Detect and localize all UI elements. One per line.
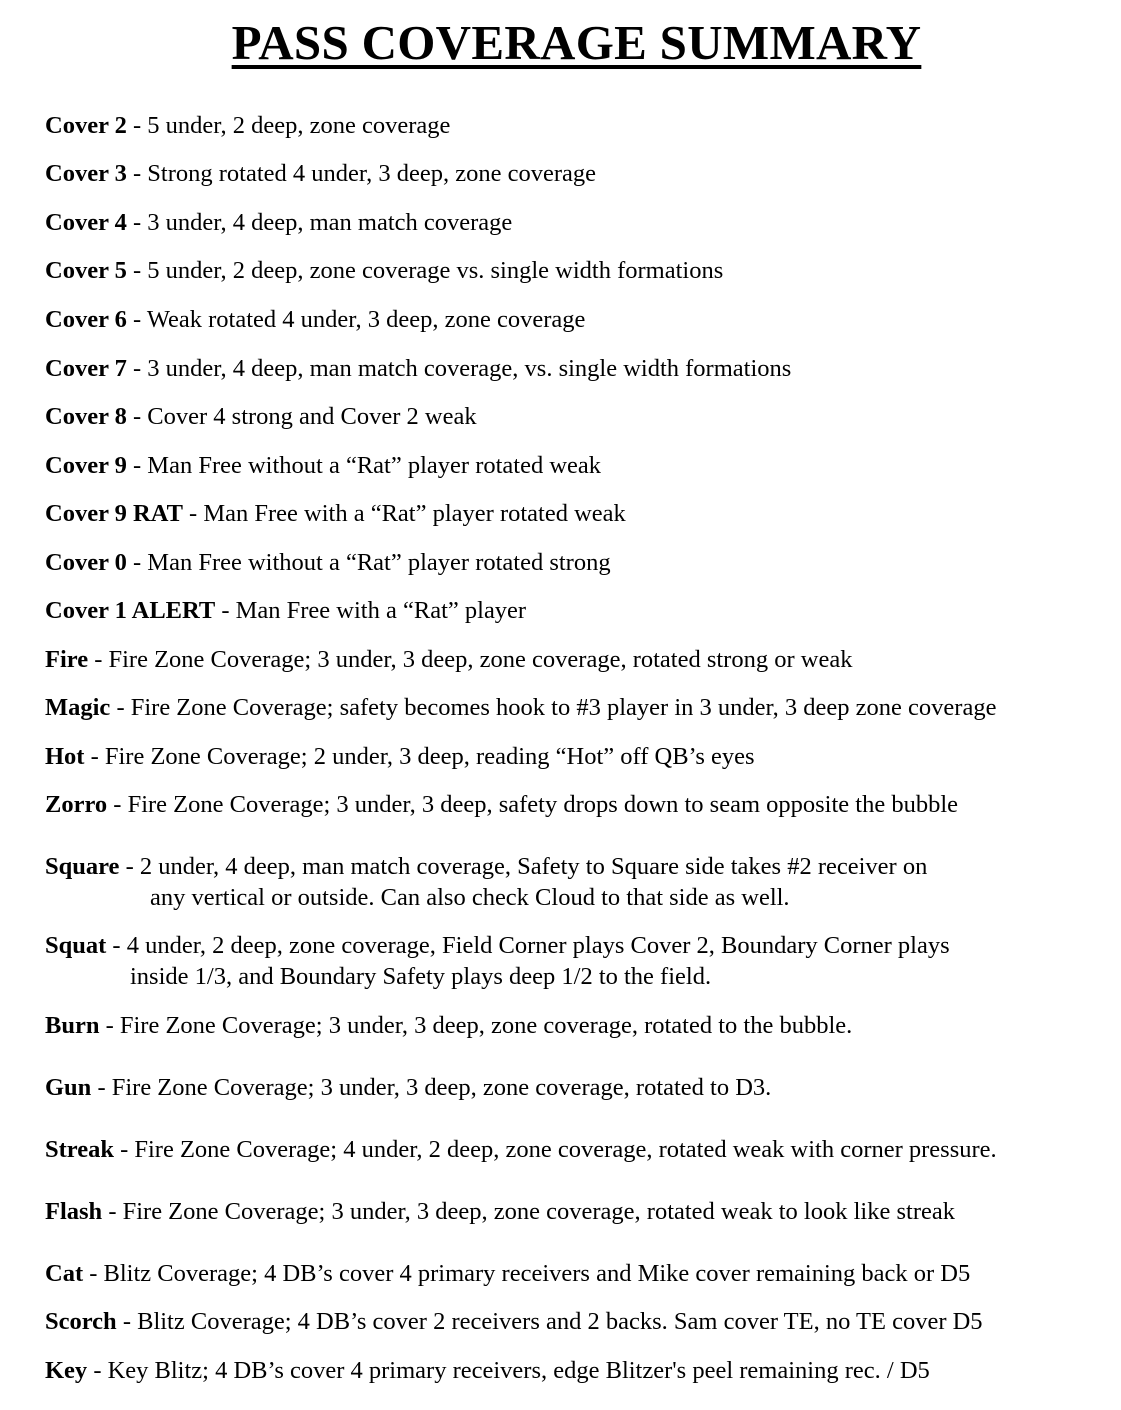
coverage-description: - Fire Zone Coverage; 3 under, 3 deep, zone coverage, rotated weak to look like streak <box>102 1198 955 1225</box>
coverage-term: Cover 9 <box>45 452 127 479</box>
coverage-description-continued: inside 1/3, and Boundary Safety plays deep 1/2 to the field. <box>130 963 712 990</box>
coverage-term: Cover 8 <box>45 403 127 430</box>
coverage-description: - 3 under, 4 deep, man match coverage <box>126 209 513 236</box>
coverage-description: - 5 under, 2 deep, zone coverage <box>126 112 451 139</box>
coverage-entry-square <box>45 851 927 913</box>
coverage-entry-cover-0 <box>45 547 611 578</box>
coverage-entry-key <box>45 1355 930 1386</box>
coverage-description: - Fire Zone Coverage; 3 under, 3 deep, zone coverage, rotated strong or weak <box>88 646 853 673</box>
coverage-entry-hot <box>45 741 755 772</box>
coverage-term: Scorch <box>45 1308 117 1335</box>
coverage-entry-gun <box>45 1072 771 1103</box>
coverage-entry-cover-1-alert <box>45 595 526 626</box>
coverage-description: - 5 under, 2 deep, zone coverage vs. single width formations <box>126 257 724 284</box>
coverage-term: Burn <box>45 1012 100 1039</box>
coverage-entry-cover-4 <box>45 207 512 238</box>
coverage-term: Square <box>45 853 120 880</box>
coverage-entry-cover-9-rat <box>45 498 626 529</box>
coverage-entry-cover-5 <box>45 255 723 286</box>
coverage-entry-flash <box>45 1196 955 1227</box>
coverage-entry-cat <box>45 1258 970 1289</box>
coverage-entry-cover-9 <box>45 450 601 481</box>
coverage-term: Flash <box>45 1198 103 1225</box>
coverage-entry-squat <box>45 930 950 992</box>
coverage-description: - Man Free without a “Rat” player rotated strong <box>126 549 611 576</box>
coverage-entry-magic <box>45 692 996 723</box>
coverage-entry-cover-3 <box>45 158 596 189</box>
coverage-term: Cover 5 <box>45 257 127 284</box>
coverage-term: Key <box>45 1357 88 1384</box>
page-title: PASS COVERAGE SUMMARY <box>231 15 922 70</box>
coverage-term: Cover 1 ALERT <box>45 597 216 624</box>
coverage-term: Squat <box>45 932 107 959</box>
coverage-description: - Fire Zone Coverage; safety becomes hook to #3 player in 3 under, 3 deep zone coverage <box>110 694 997 721</box>
coverage-entry-cover-2 <box>45 110 450 141</box>
coverage-description: - 4 under, 2 deep, zone coverage, Field Corner plays Cover 2, Boundary Corner plays <box>106 932 950 959</box>
coverage-entry-scorch <box>45 1306 983 1337</box>
coverage-description: - Blitz Coverage; 4 DB’s cover 4 primary receivers and Mike cover remaining back or D5 <box>83 1260 971 1287</box>
coverage-term: Cover 6 <box>45 306 127 333</box>
coverage-description: - Fire Zone Coverage; 4 under, 2 deep, zone coverage, rotated weak with corner pressure. <box>113 1136 997 1163</box>
coverage-entry-streak <box>45 1134 997 1165</box>
coverage-term: Cover 4 <box>45 209 127 236</box>
coverage-description: - Fire Zone Coverage; 3 under, 3 deep, zone coverage, rotated to D3. <box>91 1074 772 1101</box>
coverage-term: Zorro <box>45 791 108 818</box>
coverage-entry-burn <box>45 1010 852 1041</box>
coverage-term: Hot <box>45 743 85 770</box>
coverage-description: - Man Free with a “Rat” player rotated weak <box>182 500 626 527</box>
coverage-term: Gun <box>45 1074 92 1101</box>
coverage-term: Cover 2 <box>45 112 127 139</box>
coverage-entry-cover-6 <box>45 304 585 335</box>
coverage-description: - Blitz Coverage; 4 DB’s cover 2 receivers and 2 backs. Sam cover TE, no TE cover D5 <box>116 1308 983 1335</box>
coverage-term: Cover 3 <box>45 160 127 187</box>
coverage-term: Cover 0 <box>45 549 127 576</box>
coverage-description: - Cover 4 strong and Cover 2 weak <box>126 403 477 430</box>
coverage-description: - Key Blitz; 4 DB’s cover 4 primary receivers, edge Blitzer's peel remaining rec. / D5 <box>87 1357 930 1384</box>
coverage-term: Cat <box>45 1260 84 1287</box>
coverage-term: Fire <box>45 646 89 673</box>
coverage-entry-cover-7 <box>45 353 791 384</box>
coverage-description: - Fire Zone Coverage; 2 under, 3 deep, reading “Hot” off QB’s eyes <box>84 743 755 770</box>
coverage-description: - Fire Zone Coverage; 3 under, 3 deep, zone coverage, rotated to the bubble. <box>99 1012 853 1039</box>
coverage-description: - 2 under, 4 deep, man match coverage, Safety to Square side takes #2 receiver on <box>119 853 928 880</box>
coverage-term: Cover 7 <box>45 355 127 382</box>
coverage-entry-zorro <box>45 789 958 820</box>
coverage-description: - Weak rotated 4 under, 3 deep, zone coverage <box>126 306 586 333</box>
coverage-description-continued: any vertical or outside. Can also check Cloud to that side as well. <box>150 884 790 911</box>
coverage-term: Streak <box>45 1136 114 1163</box>
coverage-description: - Strong rotated 4 under, 3 deep, zone coverage <box>126 160 596 187</box>
coverage-term: Magic <box>45 694 111 721</box>
coverage-entry-cover-8 <box>45 401 477 432</box>
coverage-description: - Fire Zone Coverage; 3 under, 3 deep, safety drops down to seam opposite the bubble <box>107 791 959 818</box>
coverage-term: Cover 9 RAT <box>45 500 183 527</box>
coverage-description: - Man Free without a “Rat” player rotated weak <box>126 452 602 479</box>
coverage-description: - 3 under, 4 deep, man match coverage, vs. single width formations <box>126 355 792 382</box>
coverage-entry-fire <box>45 644 852 675</box>
coverage-description: - Man Free with a “Rat” player <box>215 597 527 624</box>
